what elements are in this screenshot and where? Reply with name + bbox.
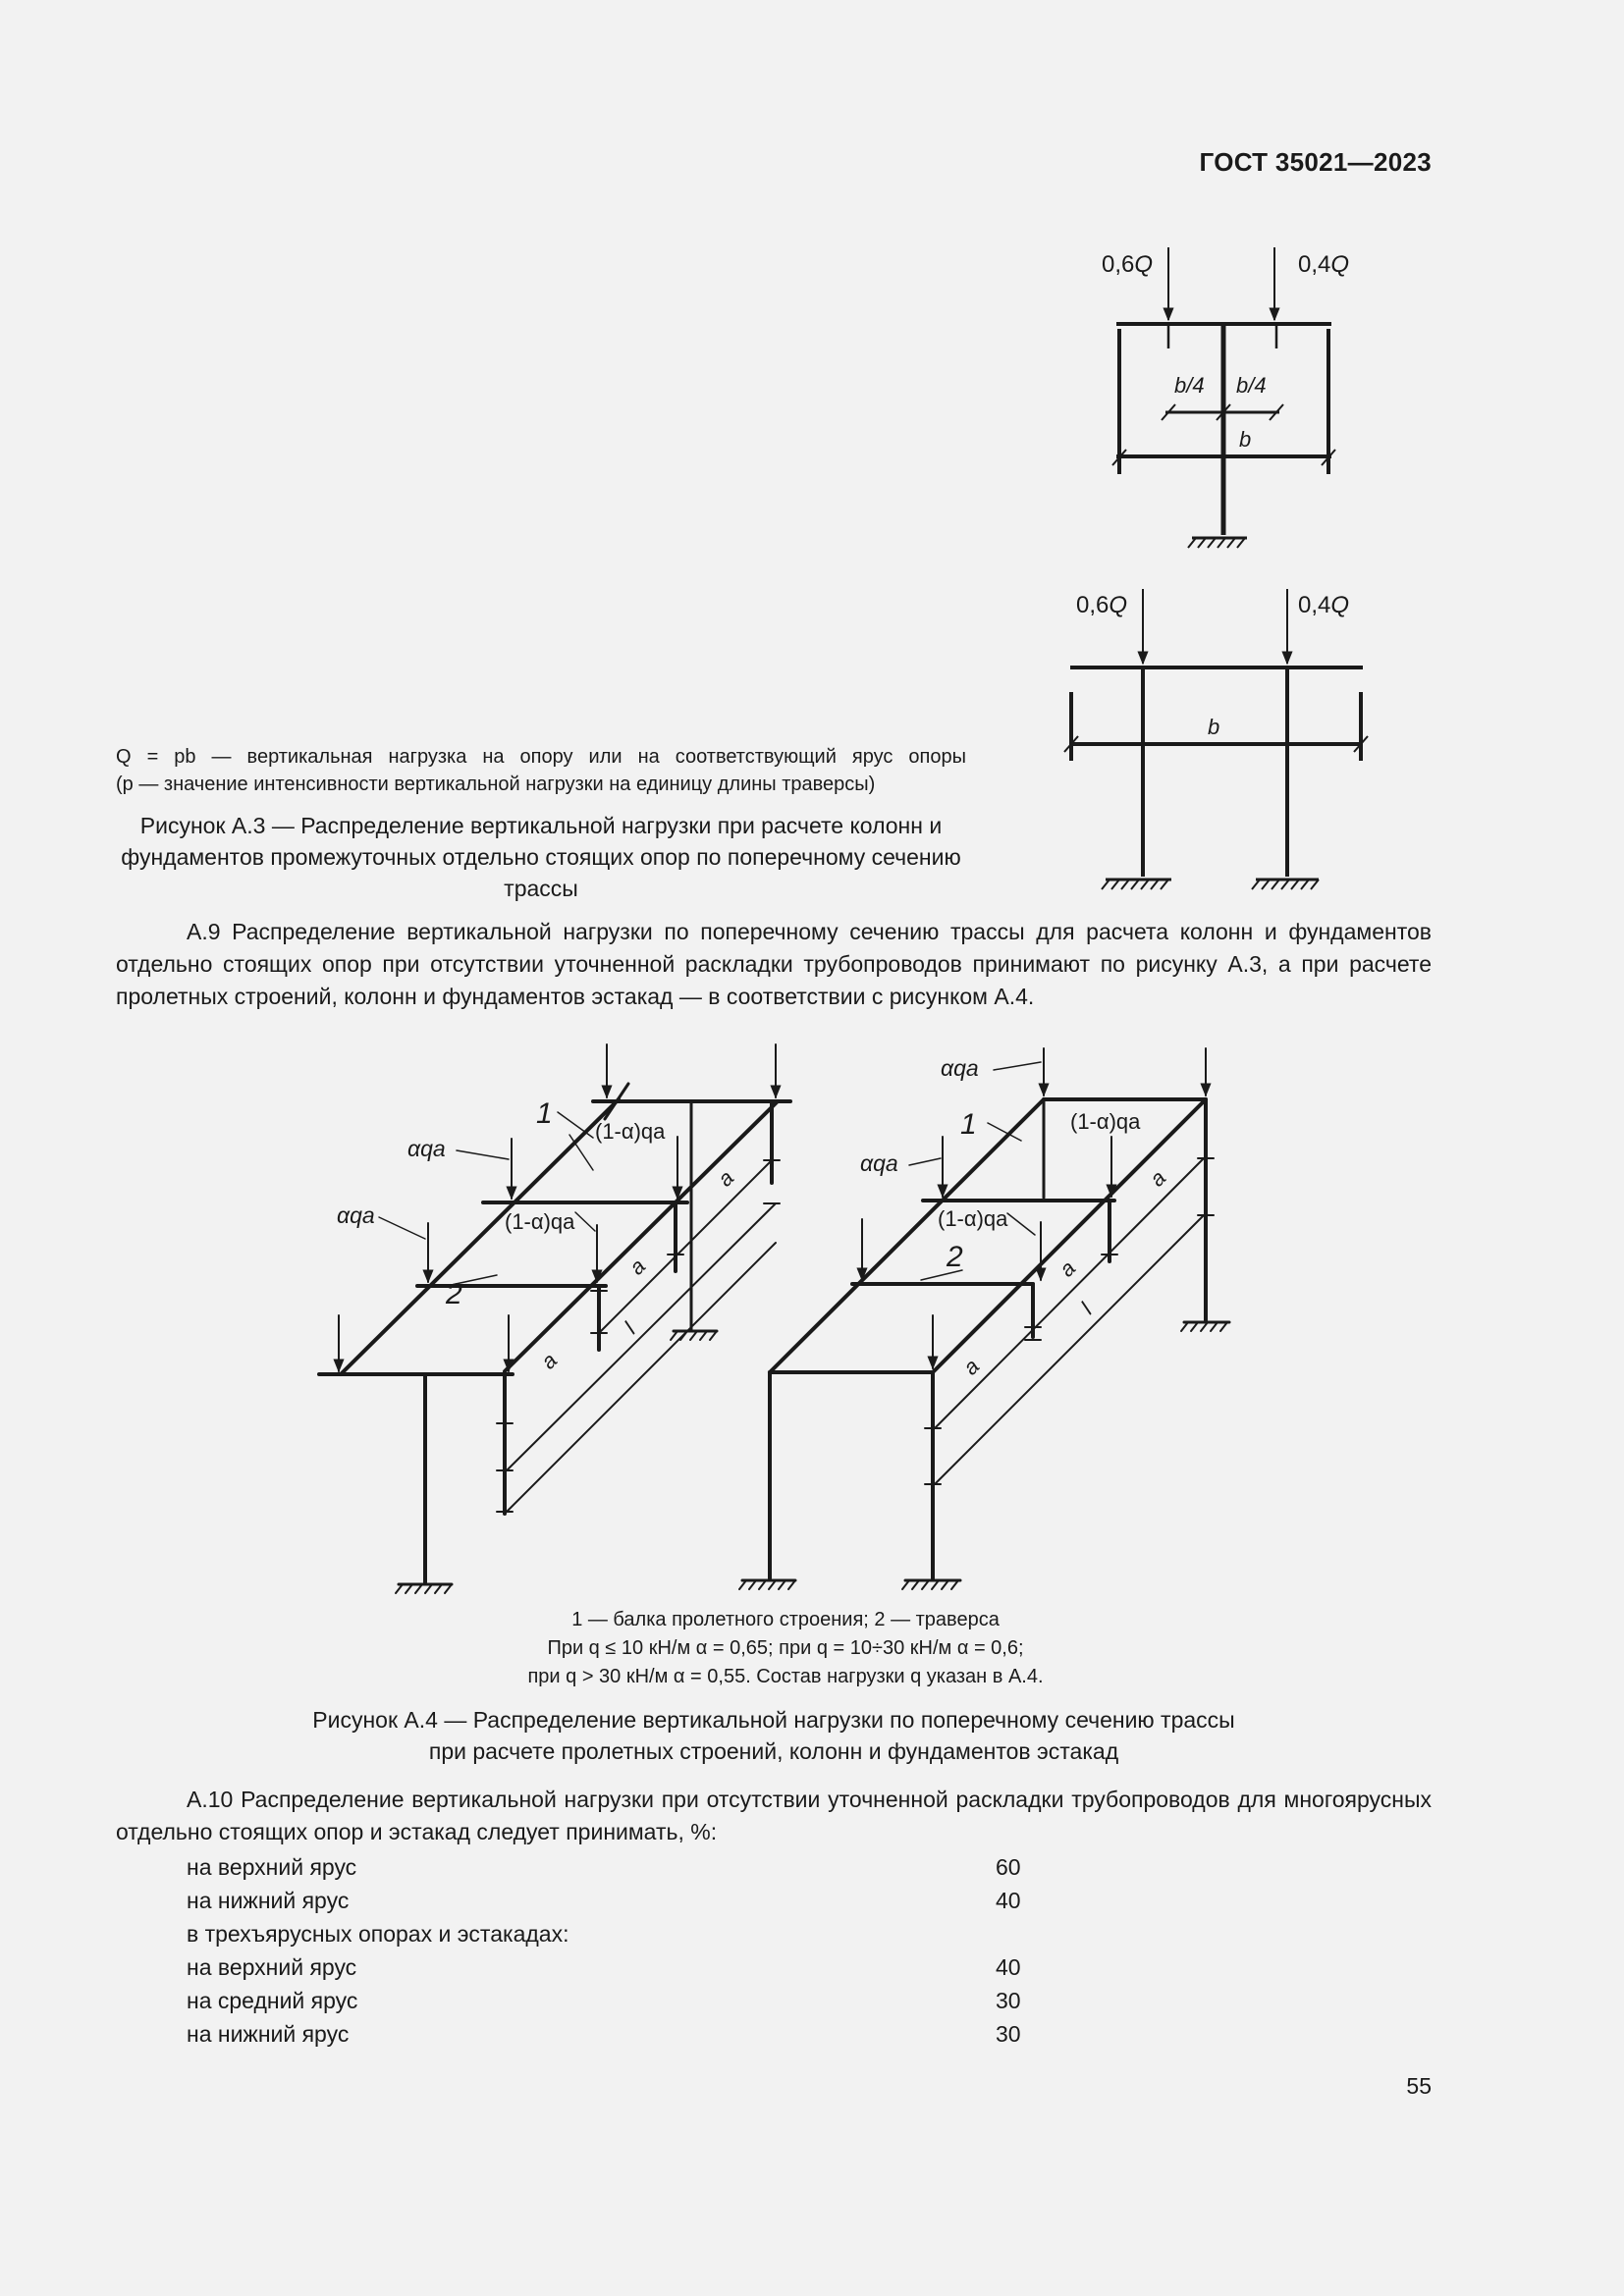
list-item-label: на нижний ярус [187, 1888, 350, 1913]
a4-right-label-1: 1 [960, 1108, 977, 1141]
a4-right-alpha-qa-mid: αqa [860, 1150, 898, 1176]
list-item-label: на верхний ярус [187, 1954, 357, 1980]
document-code: ГОСТ 35021—2023 [1199, 147, 1432, 177]
a4-left-a-far: a [712, 1165, 739, 1192]
figure-a4-legend: 1 — балка пролетного строения; 2 — траверса [571, 1609, 1000, 1630]
figure-a3-note-line1: Q = pb — вертикальная нагрузка на опору или на соответствующий ярус опоры [116, 746, 966, 768]
list-item-value: 30 [996, 1988, 1021, 2013]
figure-a4-left-structure [319, 1044, 790, 1593]
list-item-value: 40 [996, 1888, 1021, 1913]
figure-a4-caption-line1: Рисунок А.4 — Распределение вертикальной нагрузки по поперечному сечению трассы [312, 1707, 1235, 1733]
a3-top-width: b [1239, 427, 1252, 452]
figure-a3-note [116, 743, 966, 798]
a4-left-a-mid: a [623, 1254, 651, 1280]
a4-right-a-near: a [957, 1354, 985, 1380]
paragraph-a10 [116, 1784, 1432, 1848]
a3-bottom-width: b [1208, 715, 1220, 739]
figure-a4-right-structure [739, 1048, 1229, 1589]
a4-left-a-near: a [535, 1348, 563, 1374]
figure-a3-bottom-diagram [1064, 589, 1368, 889]
a4-left-alpha-qa-lower: αqa [337, 1202, 375, 1228]
figure-a3-note-line2: (p — значение интенсивности вертикальной нагрузки на единицу длины траверсы) [116, 774, 876, 795]
figure-a3-caption: Рисунок А.3 — Распределение вертикальной нагрузки при расчете колонн и фундаментов промежуточных отдельно стоящих опор по поперечному сечению трассы [121, 813, 961, 901]
figure-a4-note-line1: При q ≤ 10 кН/м α = 0,65; при q = 10÷30 кН/м α = 0,6; [547, 1637, 1024, 1659]
a3-quarter-left: b/4 [1174, 373, 1205, 398]
a4-left-l: l [619, 1317, 640, 1339]
list-item-label: на нижний ярус [187, 2021, 350, 2047]
a4-right-a-mid: a [1054, 1255, 1081, 1282]
a4-right-l: l [1075, 1298, 1097, 1319]
list-item [187, 2017, 1070, 2051]
figure-a4-note-line2: при q > 30 кН/м α = 0,55. Состав нагрузки q указан в А.4. [527, 1666, 1044, 1687]
page-number: 55 [1406, 2073, 1432, 2099]
load-distribution-list [187, 1850, 1070, 2051]
figure-a3-top-diagram [1112, 247, 1335, 548]
list-item [187, 1850, 1070, 1884]
a4-left-label-1: 1 [536, 1097, 553, 1130]
a4-right-a-far: a [1144, 1165, 1171, 1192]
paragraph-a9-text: А.9 Распределение вертикальной нагрузки по поперечному сечению трассы для расчета колонн и фундаментов отдельно стоящих опор при отсутствии уточненной раскладки трубопроводов принимают по рисунку А.3, а при расчете пролетных строений, колонн и фундаментов эстакад — в соответствии с рисунком А.4. [116, 919, 1432, 1009]
a4-right-label-2: 2 [947, 1241, 963, 1273]
a4-right-one-minus-alpha-upper: (1-α)qa [1070, 1109, 1141, 1134]
list-item [187, 1884, 1070, 1917]
a4-left-alpha-qa-upper: αqa [407, 1136, 446, 1161]
list-item-label: на средний ярус [187, 1988, 358, 2013]
list-item-label: в трехъярусных опорах и эстакадах: [187, 1921, 569, 1947]
list-item-value: 30 [996, 2021, 1021, 2047]
paragraph-a10-text: А.10 Распределение вертикальной нагрузки при отсутствии уточненной раскладки трубопроводов для многоярусных отдельно стоящих опор и эстакад следует принимать, %: [116, 1787, 1432, 1844]
a4-left-one-minus-alpha-lower: (1-α)qa [505, 1209, 575, 1234]
paragraph-a9 [116, 916, 1432, 1013]
a3-top-load-right: 0,4Q [1298, 251, 1350, 278]
figure-a4-note [295, 1606, 1276, 1691]
a4-right-one-minus-alpha-lower: (1-α)qa [938, 1206, 1008, 1231]
list-item [187, 1917, 1070, 1950]
a3-quarter-right: b/4 [1236, 373, 1267, 398]
figure-a4-diagrams [0, 1021, 1624, 1610]
figure-a4-caption [214, 1704, 1333, 1767]
a4-left-one-minus-alpha-upper: (1-α)qa [595, 1119, 666, 1144]
a3-bottom-load-left: 0,6Q [1076, 592, 1128, 618]
list-item-label: на верхний ярус [187, 1854, 357, 1880]
figure-a4-caption-line2: при расчете пролетных строений, колонн и фундаментов эстакад [428, 1738, 1119, 1764]
list-item-value: 40 [996, 1954, 1021, 1980]
a3-bottom-load-right: 0,4Q [1298, 592, 1350, 618]
list-item [187, 1950, 1070, 1984]
a4-left-label-2: 2 [446, 1278, 462, 1310]
list-item [187, 1984, 1070, 2017]
list-item-value: 60 [996, 1854, 1021, 1880]
a3-top-load-left: 0,6Q [1102, 251, 1154, 278]
a4-right-alpha-qa-top: αqa [941, 1055, 979, 1081]
